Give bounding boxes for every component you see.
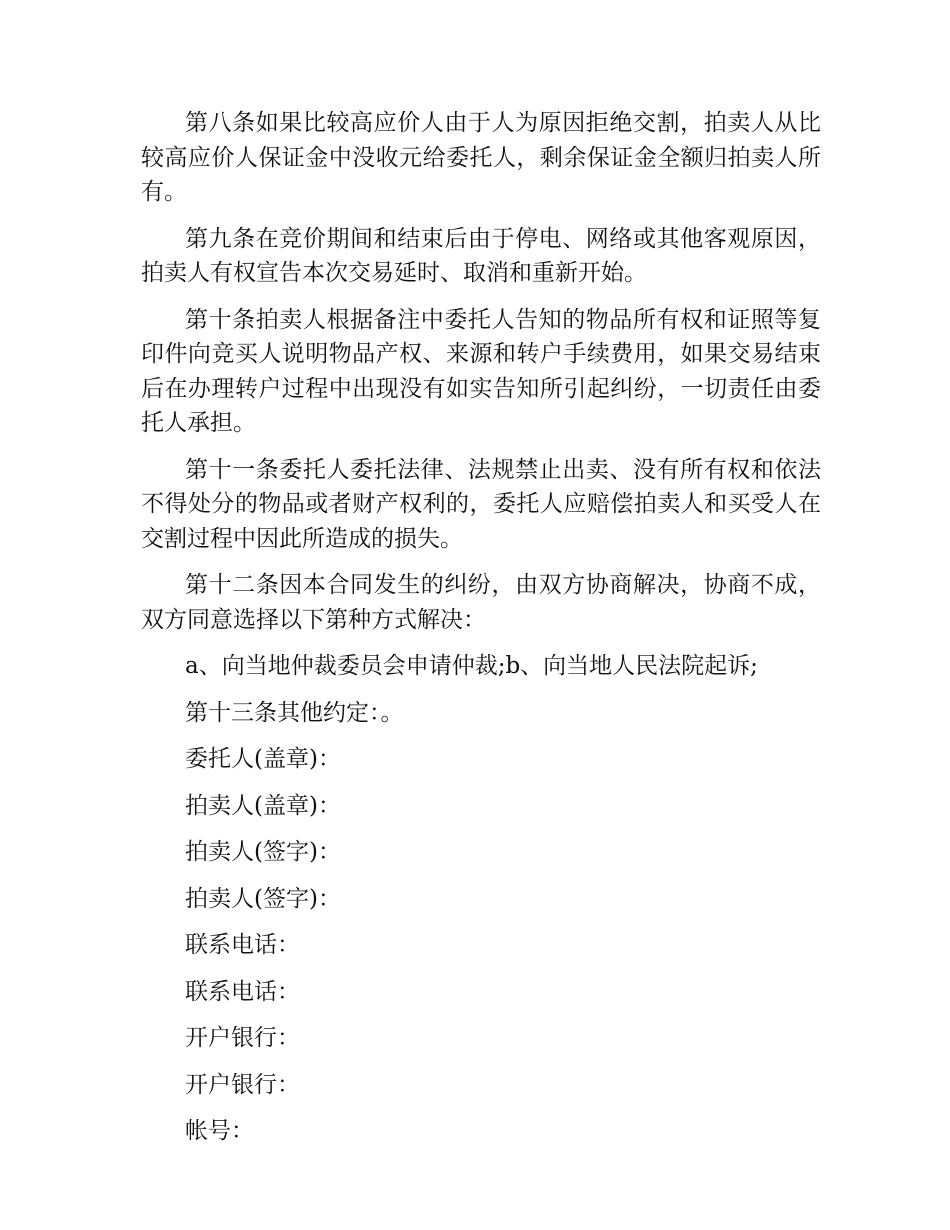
bank-line-2: 开户银行： bbox=[185, 1071, 300, 1098]
account-line: 帐号： bbox=[185, 1118, 254, 1144]
article-13-paragraph: 第十三条其他约定：。 bbox=[185, 699, 404, 726]
principal-seal-line: 委托人(盖章)： bbox=[185, 746, 341, 772]
article-9-paragraph: 第九条在竞价期间和结束后由于停电、网络或其他客观原因，拍卖人有权宣告本次交易延时、取消和重新开始。 bbox=[141, 225, 821, 286]
article-8-paragraph: 第八条如果比较高应价人由于人为原因拒绝交割，拍卖人从比较高应价人保证金中没收元给委托人，剩余保证金全额归拍卖人所有。 bbox=[141, 110, 821, 205]
phone-line-2: 联系电话： bbox=[185, 978, 300, 1005]
dispute-options-line: a、向当地仲裁委员会申请仲裁;b、向当地人民法院起诉; bbox=[185, 653, 758, 679]
article-11-paragraph: 第十一条委托人委托法律、法规禁止出卖、没有所有权和依法不得处分的物品或者财产权利的，委托人应赔偿拍卖人和买受人在交割过程中因此所造成的损失。 bbox=[141, 456, 821, 552]
auctioneer-signature-line-2: 拍卖人(签字)： bbox=[185, 885, 341, 912]
auctioneer-signature-line-1: 拍卖人(签字)： bbox=[185, 839, 341, 865]
auctioneer-seal-line: 拍卖人(盖章)： bbox=[185, 792, 341, 819]
bank-line-1: 开户银行： bbox=[185, 1025, 300, 1051]
document-page bbox=[141, 106, 821, 1149]
article-10-paragraph: 第十条拍卖人根据备注中委托人告知的物品所有权和证照等复印件向竞买人说明物品产权、来源和转户手续费用，如果交易结束后在办理转户过程中出现没有如实告知所引起纠纷，一切责任由委托人承担。 bbox=[141, 306, 821, 436]
article-12-paragraph: 第十二条因本合同发生的纠纷，由双方协商解决，协商不成，双方同意选择以下第种方式解决： bbox=[141, 572, 821, 633]
phone-line-1: 联系电话： bbox=[185, 932, 300, 958]
